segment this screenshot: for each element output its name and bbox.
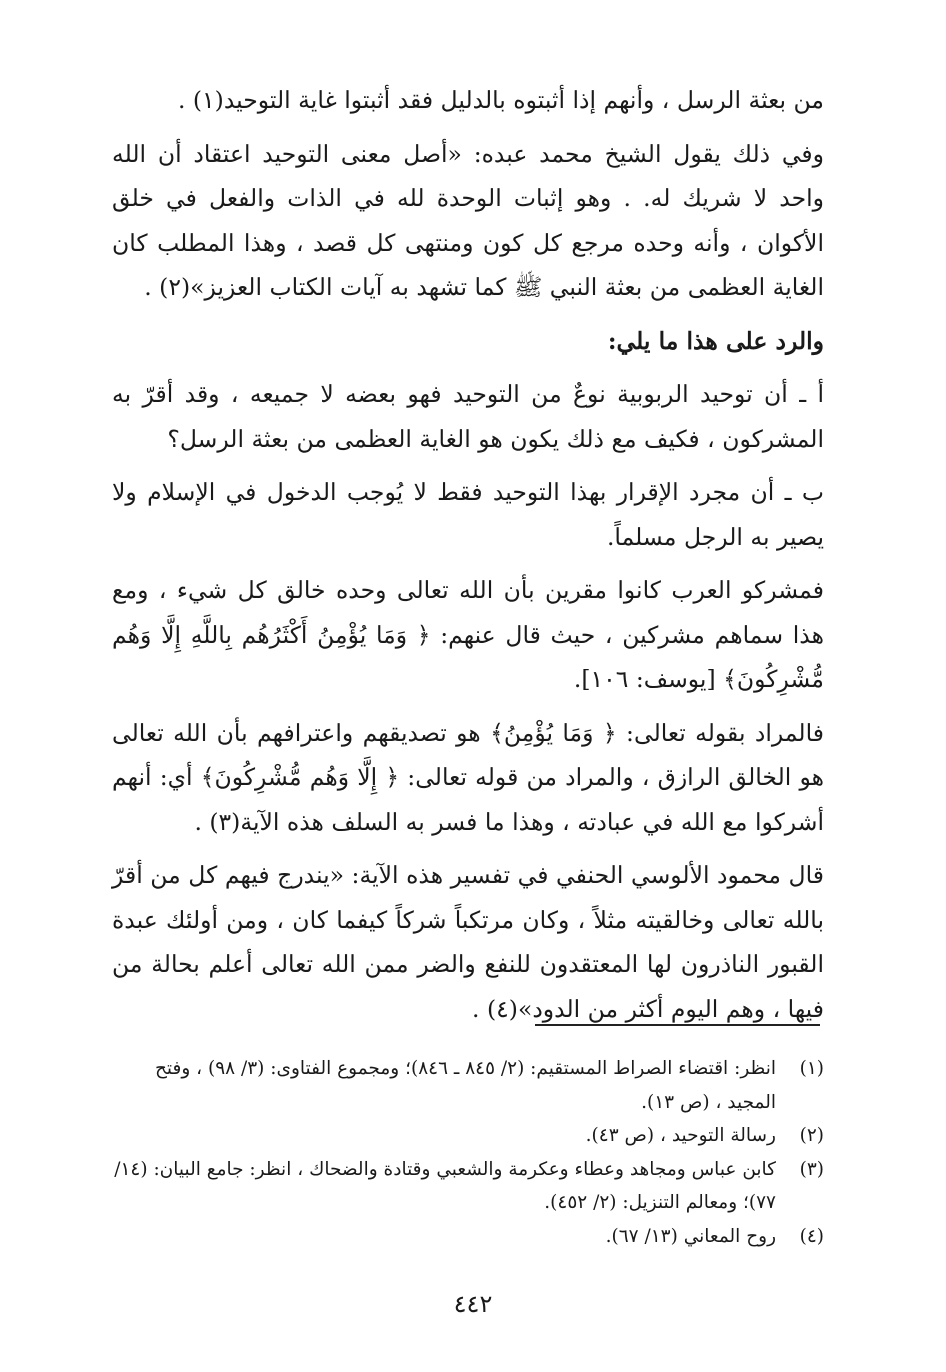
footnote [112, 1119, 824, 1153]
footnote-number: (٣) [799, 1158, 824, 1180]
footnote-number: (٤) [799, 1225, 824, 1247]
paragraph-arab-polytheists: فمشركو العرب كانوا مقرين بأن الله تعالى وحده خالق كل شيء ، ومع هذا سماهم مشركين ، حيث قال عنهم: ﴿ وَمَا يُؤْمِنُ أَكْثَرُهُم بِاللَّهِ إِلَّا وَهُم مُّشْرِكُونَ﴾ [يوسف: ١٠٦]. [112, 576, 824, 693]
footnote-text: روح المعاني (١٣/ ٦٧). [605, 1225, 776, 1247]
footnote-text: انظر: اقتضاء الصراط المستقيم: (٢/ ٨٤٥ ـ ٨٤٦)؛ ومجموع الفتاوى: (٣/ ٩٨) ، وفتح المجيد ، (ص ١٣). [154, 1058, 776, 1113]
footnote [112, 1153, 824, 1220]
page-number: ٤٤٢ [453, 1290, 493, 1318]
paragraph-alusi-quote: قال محمود الألوسي الحنفي في تفسير هذه الآية: «يندرج فيهم كل من أقرّ بالله تعالى وخالقيته مثلاً ، وكان مرتكباً شركاً كيفما كان ، ومن أولئك عبدة القبور الناذرون لها المعتقدون للنفع والضر ممن الله تعالى أعلم بحالة من فيها ، وهم اليوم أكثر من الدود»(٤) . [112, 861, 824, 1023]
paragraph-point-a: أ ـ أن توحيد الربوبية نوعٌ من التوحيد فهو بعضه لا جميعه ، وقد أقرّ به المشركون ، فكيف مع ذلك يكون هو الغاية العظمى من بعثة الرسل؟ [112, 380, 824, 453]
footnote-text: كابن عباس ومجاهد وعطاء وعكرمة والشعبي وقتادة والضحاك ، انظر: جامع البيان: (١٤/ ٧٧)؛ ومعالم التنزيل: (٢/ ٤٥٢). [114, 1158, 776, 1213]
footnote [112, 1052, 824, 1119]
response-heading: والرد على هذا ما يلي: [607, 326, 824, 355]
footnote-number: (١) [799, 1058, 824, 1079]
footnote-number: (٢) [799, 1125, 824, 1146]
footnote-text: رسالة التوحيد ، (ص ٤٣). [585, 1125, 776, 1146]
paragraph-abduh-quote: وفي ذلك يقول الشيخ محمد عبده: «أصل معنى التوحيد اعتقاد أن الله واحد لا شريك له. . وهو إثبات الوحدة لله في الذات والفعل في خلق الأكوان ، وأنه وحده مرجع كل كون ومنتهى كل قصد ، وهذا المطلب كان الغاية العظمى من بعثة النبي ﷺ كما تشهد به آيات الكتاب العزيز»(٢) . [112, 139, 824, 301]
footnotes [112, 1052, 824, 1253]
paragraph-point-b: ب ـ أن مجرد الإقرار بهذا التوحيد فقط لا يُوجب الدخول في الإسلام ولا يصير به الرجل مسلماً. [112, 478, 824, 551]
footnote [112, 1220, 824, 1254]
main-text [112, 78, 824, 1040]
footnote-separator [535, 1024, 820, 1026]
paragraph-verse-meaning: فالمراد بقوله تعالى: ﴿ وَمَا يُؤْمِنُ﴾ هو تصديقهم واعترافهم بأن الله تعالى هو الخالق الرازق ، والمراد من قوله تعالى: ﴿ إِلَّا وَهُم مُّشْرِكُونَ﴾ أي: أنهم أشركوا مع الله في عبادته ، وهذا ما فسر به السلف هذه الآية(٣) . [112, 718, 824, 836]
paragraph-intro: من بعثة الرسل ، وأنهم إذا أثبتوه بالدليل فقد أثبتوا غاية التوحيد(١) . [177, 86, 824, 114]
